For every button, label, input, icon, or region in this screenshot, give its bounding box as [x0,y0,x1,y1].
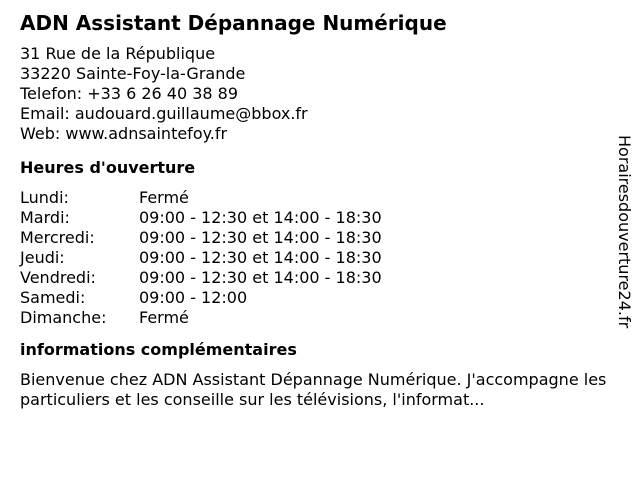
watermark-text: Horairesdouverture24.fr [615,135,634,329]
business-card [20,11,610,410]
day-label: Samedi: [20,288,86,307]
day-hours: Fermé [139,188,189,207]
day-label: Mercredi: [20,228,95,247]
hours-row [20,268,610,288]
business-name: ADN Assistant Dépannage Numérique [20,11,447,35]
day-hours: 09:00 - 12:30 et 14:00 - 18:30 [139,268,382,287]
hours-table [20,188,610,328]
day-label: Vendredi: [20,268,96,287]
email-address: Email: audouard.guillaume@bbox.fr [20,104,308,123]
day-label: Jeudi: [20,248,65,267]
day-hours: 09:00 - 12:30 et 14:00 - 18:30 [139,208,382,227]
hours-heading: Heures d'ouverture [20,158,196,177]
hours-row [20,188,610,208]
hours-row [20,208,610,228]
day-hours: Fermé [139,308,189,327]
day-label: Mardi: [20,208,70,227]
street-address: 31 Rue de la République [20,44,216,63]
phone-number: Telefon: +33 6 26 40 38 89 [20,84,239,103]
hours-row [20,248,610,268]
day-hours: 09:00 - 12:00 [139,288,248,307]
website: Web: www.adnsaintefoy.fr [20,124,228,143]
city-address: 33220 Sainte-Foy-la-Grande [20,64,246,83]
day-label: Lundi: [20,188,69,207]
hours-row [20,228,610,248]
day-hours: 09:00 - 12:30 et 14:00 - 18:30 [139,248,382,267]
info-text: Bienvenue chez ADN Assistant Dépannage Numérique. J'accompagne les particuliers et les conseille sur les télévisions, l'informat... [20,370,607,409]
hours-row [20,288,610,308]
hours-row [20,308,610,328]
day-hours: 09:00 - 12:30 et 14:00 - 18:30 [139,228,382,247]
day-label: Dimanche: [20,308,107,327]
info-heading: informations complémentaires [20,340,297,359]
